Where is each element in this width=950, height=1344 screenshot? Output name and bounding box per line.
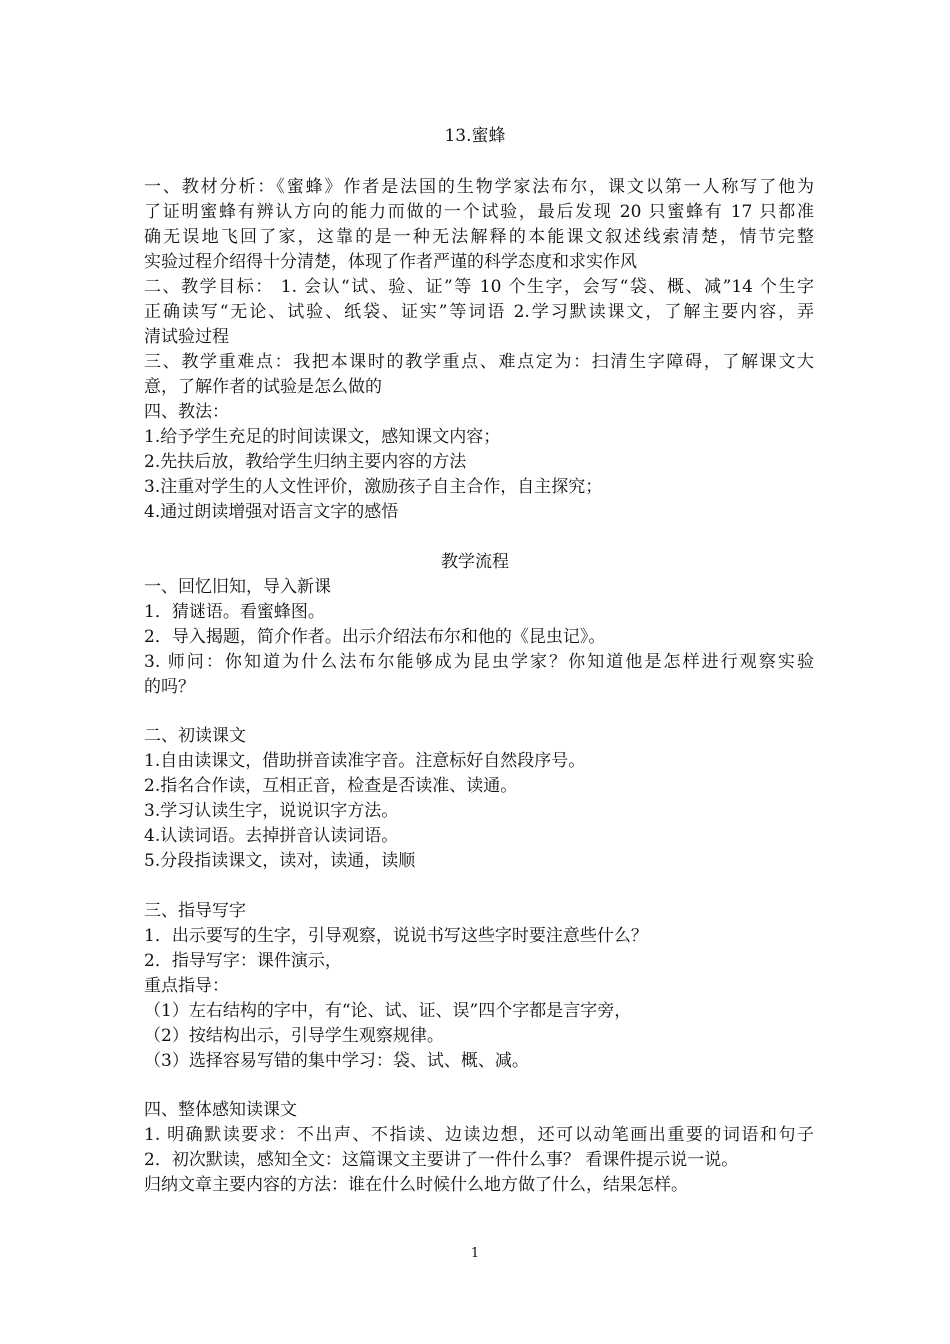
paragraph-line: 实验过程介绍得十分清楚，体现了作者严谨的科学态度和求实作风 [144, 252, 637, 272]
paragraph-line: 一、教材分析：《蜜蜂》作者是法国的生物学家法布尔，课文以第一人称写了他为 [144, 177, 814, 197]
paragraph-line: 1．猜谜语。看蜜蜂图。 [144, 602, 325, 622]
page-number: 1 [470, 1246, 480, 1261]
paragraph-line: 确无误地飞回了家，这靠的是一种无法解释的本能课文叙述线索清楚，情节完整 [144, 227, 814, 247]
paragraph-line: （1）左右结构的字中，有“论、试、证、误”四个字都是言字旁， [144, 1001, 632, 1021]
paragraph-line: 清试验过程 [144, 327, 229, 347]
paragraph-line: 正确读写“无论、试验、纸袋、证实”等词语 2.学习默读课文，了解主要内容，弄 [144, 302, 814, 322]
paragraph-line: 了证明蜜蜂有辨认方向的能力而做的一个试验，最后发现 20 只蜜蜂有 17 只都准 [144, 202, 814, 222]
paragraph-line: 4.通过朗读增强对语言文字的感悟 [144, 502, 399, 522]
paragraph-line: 2．指导写字：课件演示， [144, 951, 342, 971]
paragraph-line: 四、教法： [144, 402, 229, 422]
heading-line: 三、指导写字 [144, 901, 246, 921]
paragraph-line: 3.注重对学生的人文性评价，激励孩子自主合作，自主探究； [144, 477, 603, 497]
paragraph-line: 5.分段指读课文，读对，读通，读顺 [144, 851, 416, 871]
heading-line: 二、初读课文 [144, 726, 246, 746]
paragraph-line: （2）按结构出示，引导学生观察规律。 [144, 1026, 444, 1046]
paragraph-line: 1.给予学生充足的时间读课文，感知课文内容； [144, 427, 501, 447]
paragraph-line: 二、教学目标： 1. 会认“试、验、证”等 10 个生字，会写“袋、概、减”14 个生字 [144, 277, 814, 297]
paragraph-line: 4.认读词语。去掉拼音认读词语。 [144, 826, 399, 846]
paragraph-line: 2．导入揭题，简介作者。出示介绍法布尔和他的《昆虫记》。 [144, 627, 606, 647]
heading-line: 四、整体感知读课文 [144, 1100, 297, 1120]
paragraph-line: 3. 师问：你知道为什么法布尔能够成为昆虫学家？你知道他是怎样进行观察实验 [144, 652, 814, 672]
paragraph-line: 的吗？ [144, 677, 195, 697]
paragraph-line: （3）选择容易写错的集中学习：袋、试、概、减。 [144, 1051, 529, 1071]
section-title: 教学流程 [441, 552, 509, 572]
paragraph-line: 2.先扶后放，教给学生归纳主要内容的方法 [144, 452, 467, 472]
paragraph-line: 重点指导： [144, 976, 229, 996]
paragraph-line: 3.学习认读生字，说说识字方法。 [144, 801, 399, 821]
paragraph-line: 2.指名合作读，互相正音，检查是否读准、读通。 [144, 776, 518, 796]
paragraph-line: 意，了解作者的试验是怎么做的 [144, 377, 382, 397]
paragraph-line: 归纳文章主要内容的方法：谁在什么时候什么地方做了什么，结果怎样。 [144, 1175, 688, 1195]
paragraph-line: 1．出示要写的生字，引导观察，说说书写这些字时要注意些什么？ [144, 926, 648, 946]
paragraph-line: 1. 明确默读要求：不出声、不指读、边读边想，还可以动笔画出重要的词语和句子 [144, 1125, 814, 1145]
paragraph-line: 1.自由读课文，借助拼音读准字音。注意标好自然段序号。 [144, 751, 586, 771]
paragraph-line: 三、教学重难点：我把本课时的教学重点、难点定为：扫清生字障碍，了解课文大 [144, 352, 814, 372]
document-title: 13.蜜蜂 [444, 126, 506, 146]
heading-line: 一、回忆旧知，导入新课 [144, 577, 331, 597]
paragraph-line: 2．初次默读，感知全文：这篇课文主要讲了一件什么事？ 看课件提示说一说。 [144, 1150, 739, 1170]
